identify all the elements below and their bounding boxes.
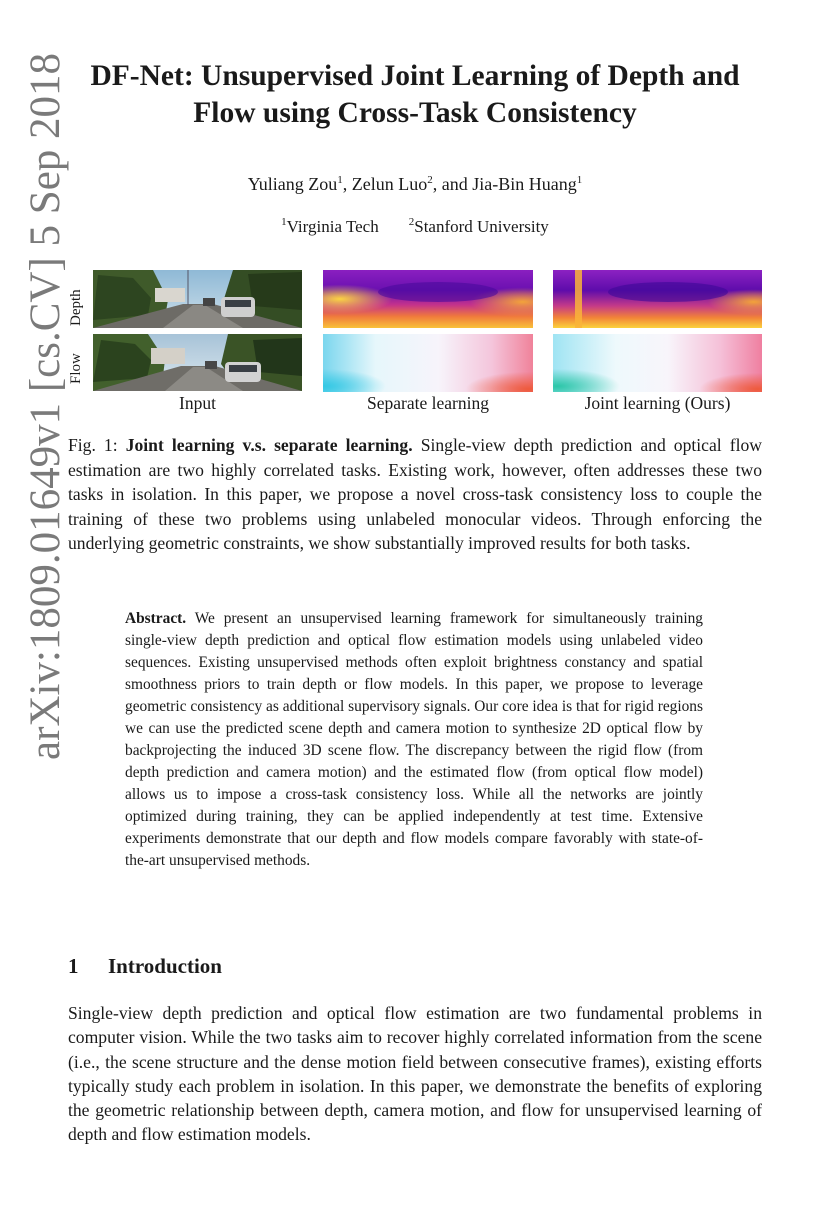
abstract-label: Abstract. (125, 610, 187, 627)
author-name: Zelun Luo (351, 174, 428, 194)
joint-flow-map (553, 334, 762, 392)
caption-text: Single-view depth prediction and optical flow estimation are two highly correlated tasks. Existing work, however, often addresses these two tasks in isolation. In this paper, we propose a novel cross-task consistency loss to couple the training of these two problems using unlabeled monocular videos. Through enforcing the underlying geometric constraints, we show substantially improved results for both tasks. (68, 435, 762, 553)
section-number: 1 (68, 954, 79, 978)
author-name: Yuliang Zou (247, 174, 338, 194)
section-heading (68, 954, 222, 979)
affiliation (409, 217, 549, 236)
column-label-separate: Separate learning (367, 393, 489, 413)
author-affiliation-mark: 1 (337, 174, 343, 186)
affiliation-mark: 2 (408, 216, 415, 228)
author-list (70, 174, 760, 195)
separate-depth-map (323, 270, 533, 328)
section-title: Introduction (108, 954, 222, 978)
affiliation-name: Stanford University (414, 217, 549, 236)
column-label-input: Input (179, 393, 216, 413)
row-label-depth: Depth (68, 289, 84, 326)
column-label-joint: Joint learning (Ours) (584, 393, 731, 413)
affiliation-list (70, 217, 760, 237)
input-image-flow-row (93, 334, 302, 391)
caption-bold: Joint learning v.s. separate learning. (125, 435, 413, 455)
affiliation-name: Virginia Tech (286, 217, 379, 236)
author-separator: , (342, 174, 352, 194)
author-name: Jia-Bin Huang (472, 174, 577, 194)
caption-label: Fig. 1: (68, 435, 118, 455)
author-separator: , and (432, 174, 473, 194)
affiliation-mark: 1 (281, 216, 287, 228)
abstract-text: We present an unsupervised learning framework for simultaneously training single-view depth prediction and optical flow estimation models using unlabeled video sequences. Existing unsupervised methods often exploit brightness constancy and spatial smoothness priors to train depth or flow models. In this paper, we propose to leverage geometric consistency as additional supervisory signals. Our core idea is that for rigid regions we can use the predicted scene depth and camera motion to synthesize 2D optical flow by backprojecting the induced 3D scene flow. The discrepancy between the rigid flow (from depth prediction and camera motion) and the estimated flow (from optical flow model) allows us to impose a cross-task consistency loss. While all the networks are jointly optimized during training, they can be applied independently at test time. Extensive experiments demonstrate that our depth and flow models compare favorably with state-of-the-art unsupervised methods. (125, 610, 703, 869)
author-affiliation-mark: 1 (576, 174, 583, 186)
input-image-depth-row (93, 270, 302, 328)
separate-flow-map (323, 334, 533, 392)
figure-caption (68, 433, 762, 556)
intro-paragraph: Single-view depth prediction and optical flow estimation are two fundamental problems in computer vision. While the two tasks aim to recover highly correlated information from the scene (i.e., the scene structure and the dense motion field between consecutive frames), existing efforts typically study each problem in isolation. In this paper, we demonstrate the benefits of exploring the geometric relationship between depth, camera motion, and flow for unsupervised learning of depth and flow estimation models. (68, 1003, 762, 1145)
row-label-flow: Flow (68, 353, 84, 384)
arxiv-side-stamp: arXiv:1809.01649v1 [cs.CV] 5 Sep 2018 (22, 52, 69, 760)
author-affiliation-mark: 2 (427, 174, 433, 186)
abstract (125, 608, 703, 872)
paper-title: DF-Net: Unsupervised Joint Learning of Depth and Flow using Cross-Task Consistency (90, 60, 740, 129)
joint-depth-map (553, 270, 762, 328)
affiliation (281, 217, 379, 236)
